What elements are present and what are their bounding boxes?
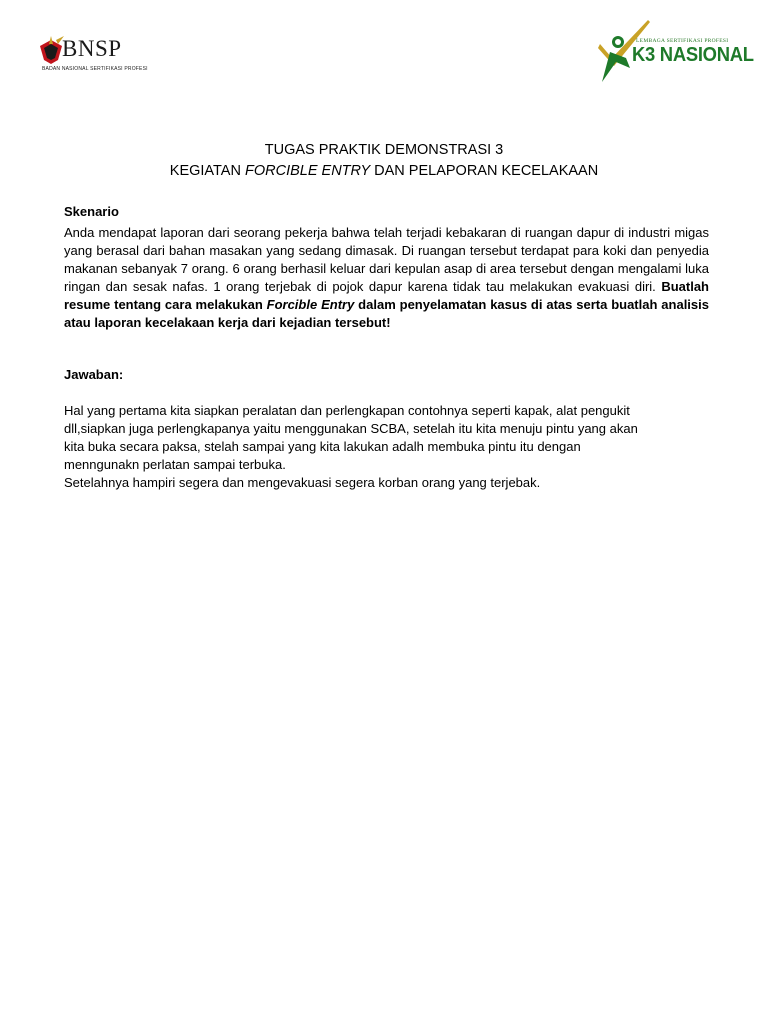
answer-line: dll,siapkan juga perlengkapanya yaitu menggunakan SCBA, setelah itu kita menuju pintu yang akan bbox=[64, 421, 638, 436]
answer-label: Jawaban: bbox=[64, 367, 124, 382]
instruction-suffix: dalam penyelamatan kasus di atas serta buatlah analisis atau laporan kecelakaan kerja dari kejadian tersebut! bbox=[64, 297, 709, 330]
bnsp-subtitle: BADAN NASIONAL SERTIFIKASI PROFESI bbox=[42, 66, 148, 72]
document-subtitle bbox=[0, 163, 768, 179]
subtitle-suffix: DAN PELAPORAN KECELAKAAN bbox=[370, 163, 599, 179]
scenario-body: Anda mendapat laporan dari seorang pekerja bahwa telah terjadi kebakaran di ruangan dapur di industri migas yang berasal dari bahan masakan yang sedang dimasak. Di ruangan tersebut terdapat para koki dan penyedia makanan sebanyak 7 orang. 6 orang berhasil keluar dari kepulan asap di area tersebut dengan mengalami luka ringan dan sesak nafas. 1 orang terjebak di pojok dapur karena tidak tau melakukan evakuasi diri. bbox=[64, 225, 709, 294]
bnsp-wordmark: BNSP bbox=[62, 36, 122, 61]
k3-wordmark: K3 NASIONAL bbox=[632, 44, 754, 66]
scenario-label: Skenario bbox=[64, 204, 119, 219]
answer-line: Hal yang pertama kita siapkan peralatan dan perlengkapan contohnya seperti kapak, alat pengukit bbox=[64, 403, 630, 418]
subtitle-prefix: KEGIATAN bbox=[169, 163, 245, 179]
scenario-text bbox=[64, 224, 709, 332]
document-title: TUGAS PRAKTIK DEMONSTRASI 3 bbox=[264, 142, 504, 158]
instruction-italic: Forcible Entry bbox=[266, 297, 355, 312]
subtitle-italic: FORCIBLE ENTRY bbox=[244, 163, 371, 179]
bnsp-logo bbox=[38, 36, 148, 78]
answer-line: menngunakn perlatan sampai terbuka. bbox=[64, 457, 286, 472]
k3-nasional-logo bbox=[596, 18, 754, 82]
answer-followup: Setelahnya hampiri segera dan mengevakuasi segera korban orang yang terjebak. bbox=[64, 475, 541, 490]
answer-paragraph bbox=[64, 402, 724, 474]
answer-line: kita buka secara paksa, stelah sampai yang kita lakukan adalh membuka pintu itu dengan bbox=[64, 439, 581, 454]
instruction-prefix: Buatlah resume tentang cara melakukan bbox=[64, 279, 709, 312]
bnsp-emblem-icon bbox=[38, 36, 64, 66]
k3-subtitle: LEMBAGA SERTIFIKASI PROFESI bbox=[636, 38, 729, 44]
